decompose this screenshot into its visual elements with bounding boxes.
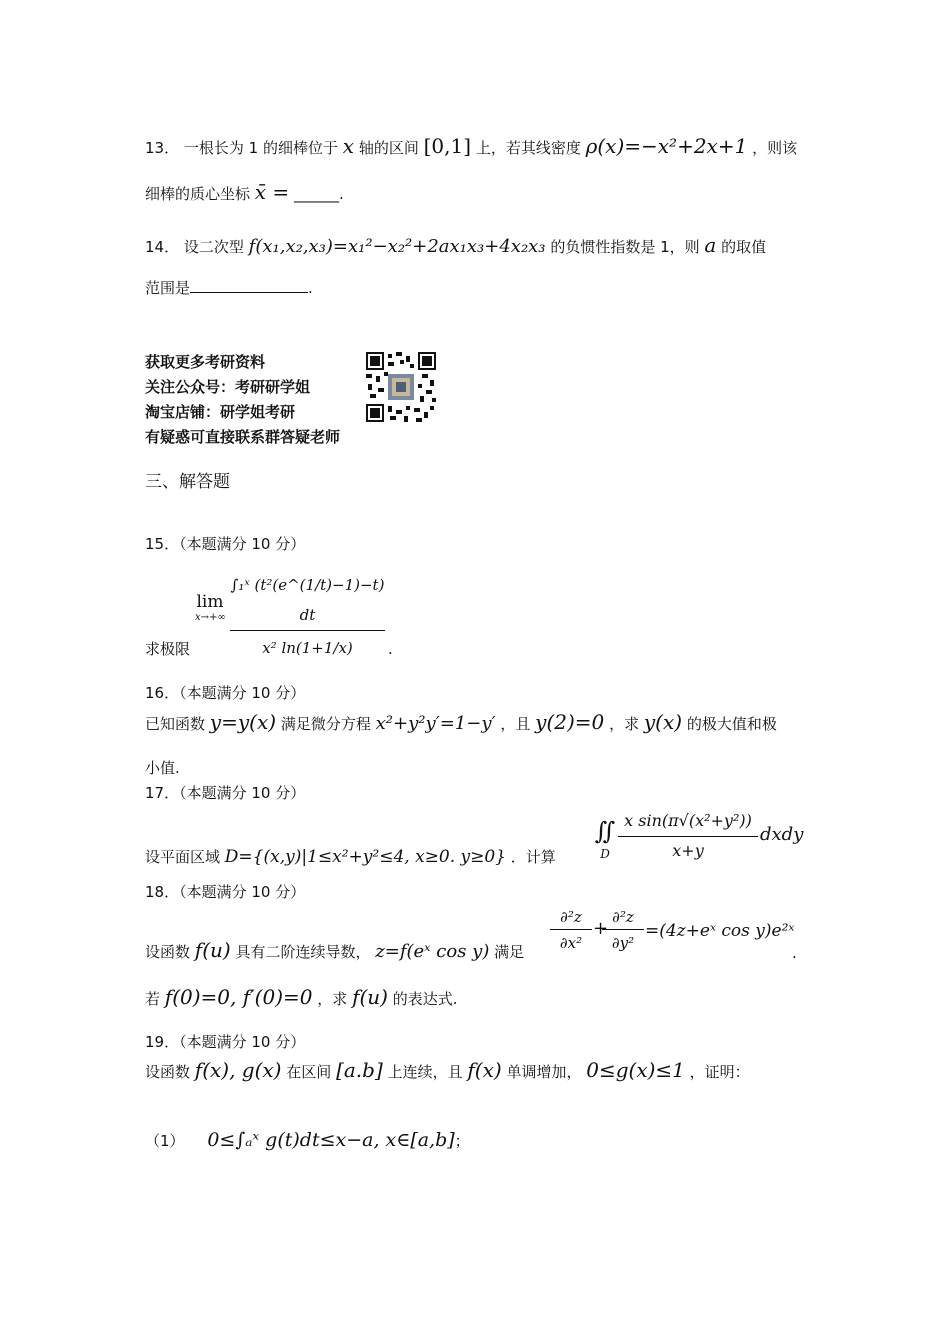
q14-text: 设二次型 — [183, 238, 244, 256]
q16-ode: x²+y²y′=1−y′ — [375, 713, 496, 734]
q13-text: 细棒的质心坐标 — [145, 185, 251, 203]
q18-pde-den1: ∂x² — [559, 934, 583, 952]
q18-pde-num2: ∂²z — [602, 905, 644, 930]
q13-line1 — [145, 134, 810, 160]
q14-param: a — [704, 233, 717, 257]
q15-dot: . — [388, 640, 393, 658]
q14-line2 — [145, 276, 810, 300]
q13-interval: [0,1] — [423, 134, 472, 158]
promo-line-2: 关注公众号：考研研学姐 — [145, 378, 311, 396]
q16-text: ，求 — [609, 715, 640, 733]
q13-density-formula: ρ(x)=−x²+2x+1 — [585, 134, 748, 158]
q15-header: 15．（本题满分 10 分） — [145, 535, 306, 553]
q14-text: . — [308, 279, 313, 297]
q18-text: 若 — [145, 990, 161, 1008]
q19-part1-end: ； — [454, 1132, 470, 1150]
q19-interval: [a.b] — [336, 1058, 383, 1082]
q18-text: 的表达式. — [392, 990, 458, 1008]
q15-text-line — [145, 637, 810, 661]
q13-text: 轴的区间 — [358, 139, 419, 157]
q13-text: 上，若其线密度 — [475, 139, 581, 157]
q14-text: 的负惯性指数是 1，则 — [550, 238, 700, 256]
q18-pde-den2: ∂y² — [611, 934, 635, 952]
q17-numerator: x sin(π√(x²+y²)) — [618, 806, 758, 837]
q14-number: 14． — [145, 238, 180, 256]
q17-denominator: x+y — [672, 841, 704, 860]
q14-answer-blank — [190, 278, 308, 293]
q13-blank: ______. — [293, 185, 344, 203]
q15-numerator: ∫₁ˣ (t²(e^(1/t)−1)−t) dt — [230, 570, 385, 631]
q19-text: 在区间 — [286, 1063, 332, 1081]
q14-quadratic-form: f(x₁,x₂,x₃)=x₁²−x₂²+2ax₁x₃+4x₂x₃ — [248, 236, 546, 257]
q18-pde-num1: ∂²z — [550, 905, 592, 930]
q17-text: ．计算 — [510, 848, 556, 866]
q16-text: 的极大值和极 — [686, 715, 777, 733]
q14-line1 — [145, 233, 810, 259]
q18-text: ，求 — [317, 990, 348, 1008]
q19-line1 — [145, 1058, 810, 1084]
q13-xbar: x̄ = — [254, 180, 290, 204]
q18-condition: f(0)=0, f′(0)=0 — [164, 985, 313, 1009]
q13-axis-var: x — [342, 134, 355, 158]
q17-domain: D={(x,y)|1≤x²+y²≤4, x≥0. y≥0} — [224, 847, 507, 867]
q14-text: 范围是 — [145, 279, 191, 297]
q16-func: y=y(x) — [209, 710, 277, 734]
q19-text: 单调增加， — [506, 1063, 582, 1081]
q18-text: 具有二阶连续导数， — [235, 943, 371, 961]
q19-part1 — [145, 1128, 810, 1153]
q13-number: 13． — [145, 139, 180, 157]
q18-pde-frac2 — [602, 905, 644, 956]
q13-text: ，则该 — [752, 139, 798, 157]
qr-code-image — [366, 352, 436, 422]
q18-text: 设函数 — [145, 943, 191, 961]
q19-text: ，证明： — [689, 1063, 750, 1081]
q18-text: 满足 — [494, 943, 525, 961]
q18-dot: . — [792, 944, 797, 962]
q16-line1 — [145, 710, 810, 736]
q16-initial-condition: y(2)=0 — [535, 710, 605, 734]
q16-header: 16．（本题满分 10 分） — [145, 684, 306, 702]
q18-fu: f(u) — [194, 938, 231, 962]
q13-line2 — [145, 180, 810, 206]
q15-denominator: x² ln(1+1/x) — [262, 639, 353, 657]
q15-lim-word: lim — [196, 592, 224, 612]
q18-header: 18．（本题满分 10 分） — [145, 883, 306, 901]
section-3-title: 三、解答题 — [145, 472, 230, 492]
q19-funcs: f(x), g(x) — [194, 1058, 282, 1082]
q19-fx: f(x) — [467, 1058, 502, 1082]
q18-pde-rhs: =(4z+eˣ cos y)e²ˣ — [645, 921, 795, 941]
q15-lim-sub: x→+∞ — [195, 612, 226, 623]
q17-double-integral — [594, 815, 616, 861]
q17-header: 17．（本题满分 10 分） — [145, 784, 306, 802]
q19-part1-formula: 0≤∫ₐˣ g(t)dt≤x−a, x∈[a,b] — [207, 1129, 455, 1151]
promo-line-4: 有疑惑可直接联系群答疑老师 — [145, 428, 341, 446]
q16-text: 已知函数 — [145, 715, 206, 733]
q16-line2: 小值. — [145, 759, 180, 777]
q17-integral-sign: ∬ — [594, 817, 616, 845]
promo-line-1: 获取更多考研资料 — [145, 353, 266, 371]
q19-text: 设函数 — [145, 1063, 191, 1081]
q17-text: 设平面区域 — [145, 848, 221, 866]
q15-lim — [195, 592, 225, 624]
q16-text: 满足微分方程 — [280, 715, 371, 733]
q16-text: ，且 — [500, 715, 531, 733]
q17-fraction — [618, 806, 758, 865]
q19-text: 上连续，且 — [387, 1063, 463, 1081]
q18-plus: + — [593, 918, 609, 939]
q17-dxdy: dxdy — [760, 824, 804, 845]
q15-text: 求极限 — [145, 640, 191, 658]
q18-zdef: z=f(eˣ cos y) — [375, 941, 490, 962]
q14-text: 的取值 — [721, 238, 767, 256]
q13-text: 一根长为 1 的细棒位于 — [183, 139, 338, 157]
q17-integral-sub: D — [600, 847, 610, 861]
q19-header: 19．（本题满分 10 分） — [145, 1033, 306, 1051]
q18-pde-frac1 — [550, 905, 592, 956]
q18-line2 — [145, 985, 810, 1011]
promo-line-3: 淘宝店铺：研学姐考研 — [145, 403, 296, 421]
q19-bound: 0≤g(x)≤1 — [586, 1058, 685, 1082]
q16-func: y(x) — [643, 710, 683, 734]
q19-part1-label: （1） — [145, 1132, 185, 1150]
q18-fu: f(u) — [352, 985, 388, 1009]
